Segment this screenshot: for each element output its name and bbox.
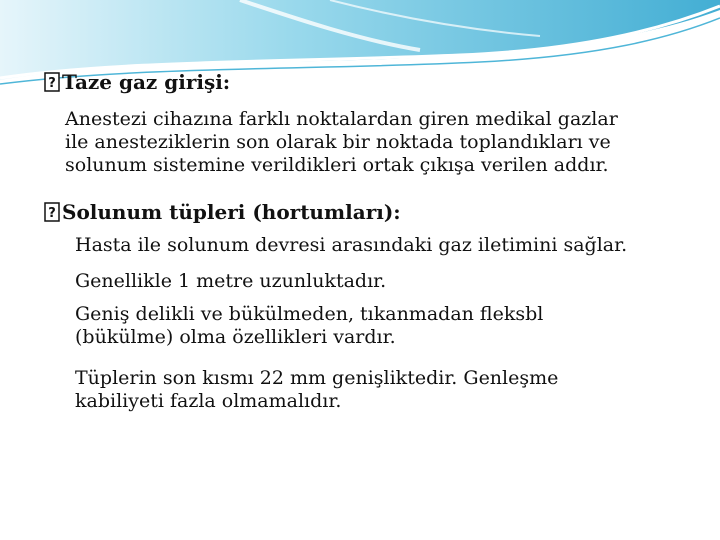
text-line: Tüplerin son kısmı 22 mm genişliktedir. Genleşme [75,367,559,389]
text-line: solunum sistemine verildikleri ortak çıkışa verilen addır. [65,154,609,176]
text-line: Geniş delikli ve bükülmeden, tıkanmadan fleksbl [75,303,544,325]
section-heading-taze-gaz: ? Taze gaz girişi: [44,70,230,94]
paragraph-ozellikler [75,303,543,349]
paragraph-genislik [75,367,558,413]
paragraph-hasta-iletim [75,234,627,257]
svg-text:?: ? [48,76,56,91]
text-line: kabiliyeti fazla olmamalıdır. [75,390,342,412]
text-line: ile anesteziklerin son olarak bir noktada toplandıkları ve [65,131,611,153]
section-heading-solunum-tupleri: ? Solunum tüpleri (hortumları): [44,200,401,224]
text-line: (bükülme) olma özellikleri vardır. [75,326,396,348]
paragraph-uzunluk [75,270,386,293]
text-line: Anestezi cihazına farklı noktalardan giren medikal gazlar [65,108,618,130]
svg-text:?: ? [48,206,56,221]
missing-glyph-icon [44,202,60,222]
text-line: Hasta ile solunum devresi arasındaki gaz iletimini sağlar. [75,234,628,256]
paragraph-taze-gaz-definition [65,108,618,177]
text-line: Genellikle 1 metre uzunluktadır. [75,270,387,292]
missing-glyph-icon [44,72,60,92]
